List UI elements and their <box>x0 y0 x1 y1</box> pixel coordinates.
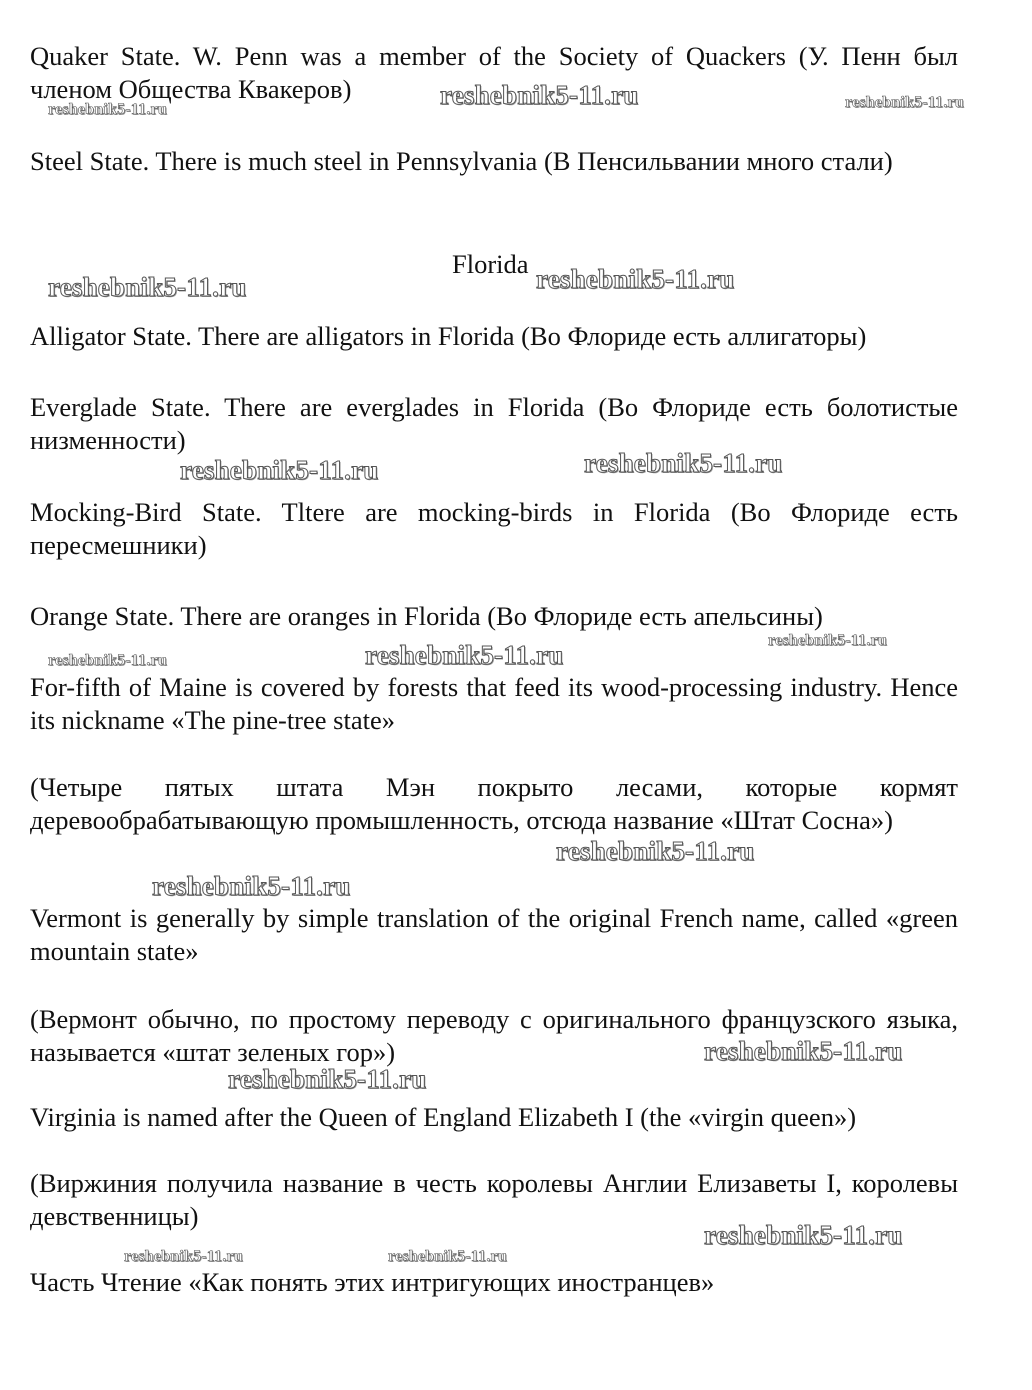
watermark: reshebnik5-11.ru <box>768 632 887 649</box>
watermark: reshebnik5-11.ru <box>124 1248 243 1265</box>
watermark: reshebnik5-11.ru <box>48 652 167 669</box>
paragraph-alligator-state: Alligator State. There are alligators in Florida (Во Флориде есть аллигаторы) <box>30 321 867 351</box>
paragraph-reading-part: Часть Чтение «Как понять этих интригующих иностранцев» <box>30 1267 715 1297</box>
watermark: reshebnik5-11.ru <box>845 94 964 111</box>
paragraph-virginia-russian: (Виржиния получила название в честь королевы Англии Елизаветы I, королевы девственницы) <box>30 1168 958 1231</box>
paragraph-virginia-english: Virginia is named after the Queen of England Elizabeth I (the «virgin queen») <box>30 1102 857 1132</box>
paragraph-maine-english: For-fifth of Maine is covered by forests that feed its wood-processing industry. Hence its nickname «The pine-tree state» <box>30 672 958 735</box>
watermark: reshebnik5-11.ru <box>440 80 639 110</box>
paragraph-mocking-bird-state: Mocking-Bird State. Tltere are mocking-birds in Florida (Во Флориде есть пересмешники) <box>30 497 958 560</box>
watermark: reshebnik5-11.ru <box>365 640 564 670</box>
paragraph-everglade-state: Everglade State. There are everglades in Florida (Во Флориде есть болотистые низменности) <box>30 392 958 455</box>
paragraph-quaker-state: Quaker State. W. Penn was a member of the Society of Quackers (У. Пенн был членом Общества Квакеров) <box>30 41 958 104</box>
paragraph-vermont-russian: (Вермонт обычно, по простому переводу с оригинального французского языка, называется «штат зеленых гор») <box>30 1004 958 1067</box>
paragraph-maine-russian: (Четыре пятых штата Мэн покрыто лесами, которые кормят деревообрабатывающую промышленность, отсюда название «Штат Сосна») <box>30 772 958 835</box>
watermark: reshebnik5-11.ru <box>584 448 783 478</box>
watermark: reshebnik5-11.ru <box>536 264 735 294</box>
paragraph-orange-state: Orange State. There are oranges in Florida (Во Флориде есть апельсины) <box>30 601 823 631</box>
watermark: reshebnik5-11.ru <box>704 1220 903 1250</box>
heading-florida: Florida <box>452 249 529 279</box>
watermark: reshebnik5-11.ru <box>704 1036 903 1066</box>
watermark: reshebnik5-11.ru <box>556 836 755 866</box>
watermark: reshebnik5-11.ru <box>228 1064 427 1094</box>
watermark: reshebnik5-11.ru <box>48 272 247 302</box>
watermark: reshebnik5-11.ru <box>152 871 351 901</box>
paragraph-vermont-english: Vermont is generally by simple translation of the original French name, called «green mountain state» <box>30 903 958 966</box>
watermark: reshebnik5-11.ru <box>388 1248 507 1265</box>
watermark: reshebnik5-11.ru <box>180 455 379 485</box>
watermark: reshebnik5-11.ru <box>48 101 167 118</box>
paragraph-steel-state: Steel State. There is much steel in Pennsylvania (В Пенсильвании много стали) <box>30 146 893 176</box>
